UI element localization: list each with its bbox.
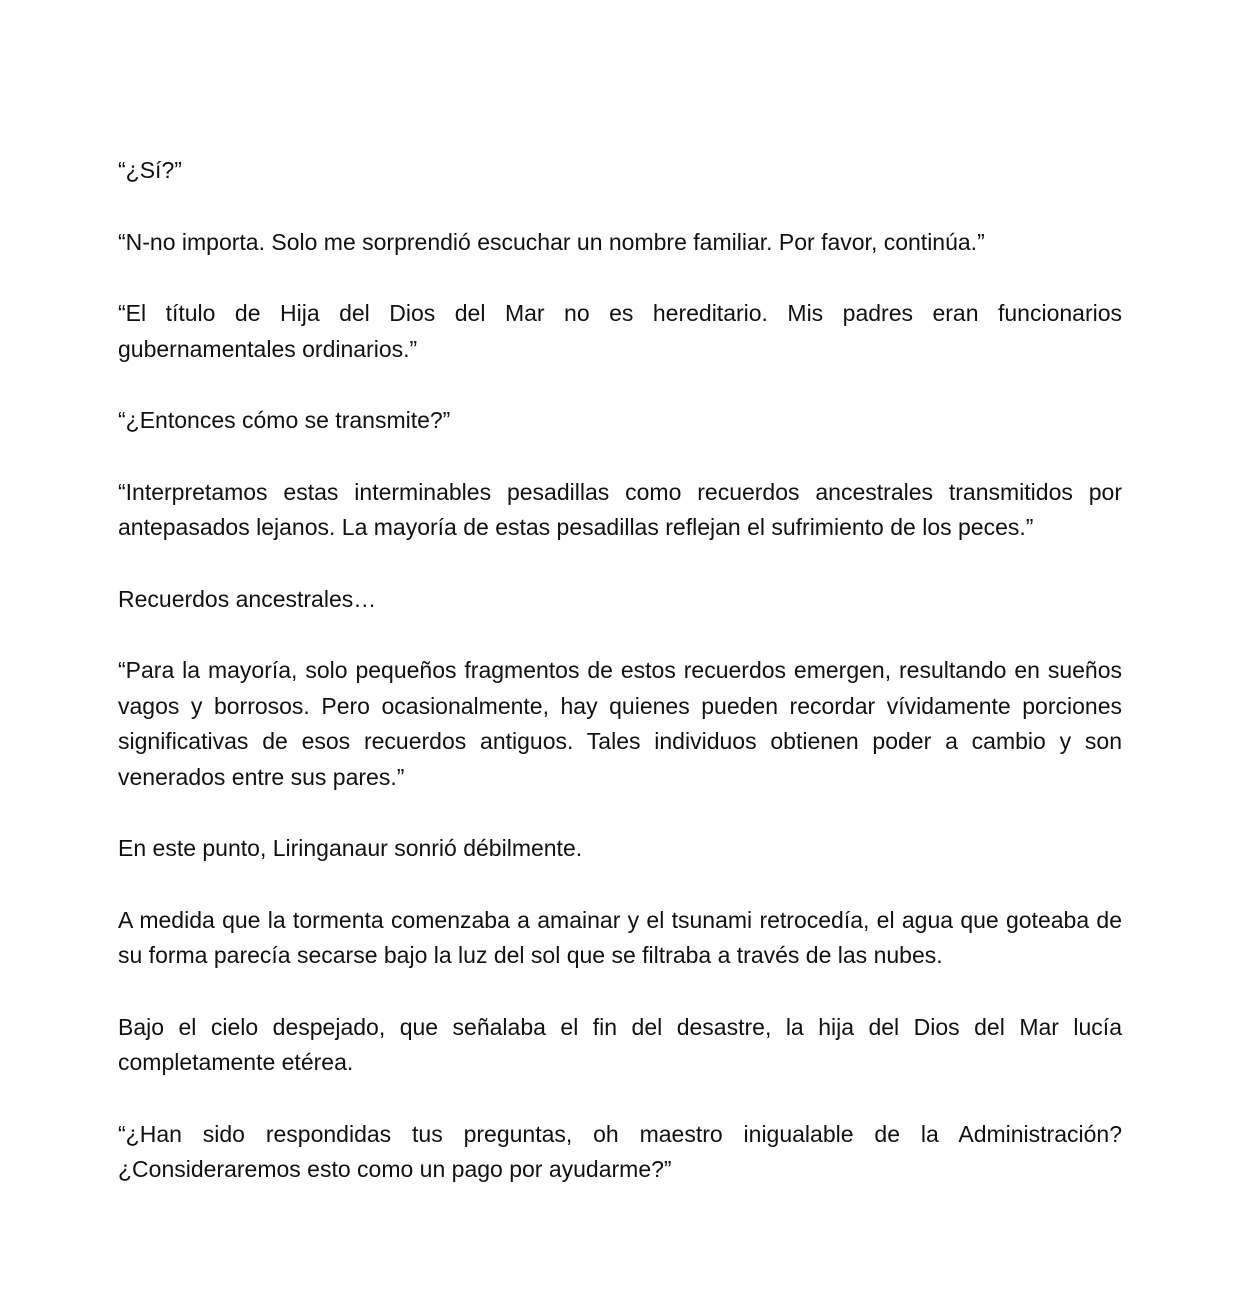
paragraph: “¿Han sido respondidas tus preguntas, oh maestro inigualable de la Administración? ¿Consideraremos esto como un pago por ayudarme?”: [118, 1120, 1122, 1182]
paragraph: “¿Sí?”: [118, 157, 182, 183]
paragraph: “El título de Hija del Dios del Mar no es hereditario. Mis padres eran funcionarios gubernamentales ordinarios.”: [118, 300, 1122, 362]
paragraph: En este punto, Liringanaur sonrió débilmente.: [118, 835, 583, 861]
paragraph: “¿Entonces cómo se transmite?”: [118, 407, 451, 433]
paragraph: Bajo el cielo despejado, que señalaba el fin del desastre, la hija del Dios del Mar lucía completamente etérea.: [118, 1013, 1122, 1075]
paragraph: “Interpretamos estas interminables pesadillas como recuerdos ancestrales transmitidos por antepasados lejanos. La mayoría de estas pesadillas reflejan el sufrimiento de los peces.”: [118, 478, 1122, 540]
document-page: [118, 153, 1122, 1224]
paragraph: A medida que la tormenta comenzaba a amainar y el tsunami retrocedía, el agua que goteaba de su forma parecía secarse bajo la luz del sol que se filtraba a través de las nubes.: [118, 906, 1122, 968]
paragraph: “Para la mayoría, solo pequeños fragmentos de estos recuerdos emergen, resultando en sueños vagos y borrosos. Pero ocasionalmente, hay quienes pueden recordar vívidamente porciones significativas de esos recuerdos antiguos. Tales individuos obtienen poder a cambio y son venerados entre sus pares.”: [118, 657, 1122, 790]
paragraph: Recuerdos ancestrales…: [118, 585, 377, 612]
paragraph: “N-no importa. Solo me sorprendió escuchar un nombre familiar. Por favor, continúa.”: [118, 228, 985, 255]
